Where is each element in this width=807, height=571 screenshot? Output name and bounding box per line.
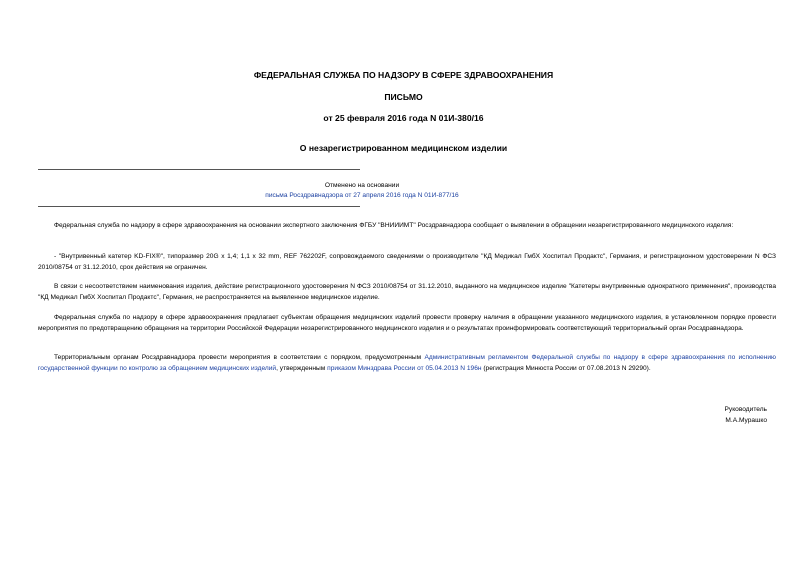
body-paragraph-2: - "Внутривенный катетер KD-FIX®", типоразмер 20G x 1,4; 1,1 x 32 mm, REF 762202F, сопровождаемого сведениями о производителе "КД Медикал ГмбХ Хоспитал Продактс", Германия, и регистрационном удостоверении N ФСЗ 2010/08754 от 31.12.2010, срок действия не ограничен.	[38, 253, 776, 271]
body-paragraph-4: Федеральная служба по надзору в сфере здравоохранения предлагает субъектам обращения медицинских изделий провести проверку наличия в обращении указанного медицинского изделия, в установленном порядке провести мероприятия по предотвращению обращения на территории Российской Федерации незарегистрированного медицинского изделия и о результатах проинформировать соответствующий территориальный орган Росздравнадзора.	[38, 314, 776, 332]
cancellation-note: Отменено на основании	[324, 182, 400, 189]
organization-heading: ФЕДЕРАЛЬНАЯ СЛУЖБА ПО НАДЗОРУ В СФЕРЕ ЗДРАВООХРАНЕНИЯ	[253, 70, 554, 80]
body-paragraph-3: В связи с несоответствием наименования изделия, действие регистрационного удостоверения N ФСЗ 2010/08754 от 31.12.2010, выданного на медицинское изделие "Катетеры внутривенные однократного применения", производства "КД Медикал ГмбХ Хоспитал Продактс", Германия, не распространяется на выявленное медицинское изделие.	[38, 283, 776, 301]
paragraph-5-text-mid: , утвержденным	[276, 365, 328, 372]
signatory-name: М.А.Мурашко	[725, 417, 767, 424]
document-date-number: от 25 февраля 2016 года N 01И-380/16	[323, 113, 484, 123]
admin-regulation-link[interactable]: Административным регламентом Федеральной службы по надзору в сфере здравоохранения по исполнению государственной функции по контролю за обращением медицинских изделий	[38, 354, 776, 372]
ministry-order-link[interactable]: приказом Минздрава России от 05.04.2013 N 196н	[327, 365, 482, 372]
document-subject: О незарегистрированном медицинском изделии	[299, 143, 508, 153]
document-type-heading: ПИСЬМО	[384, 92, 423, 102]
body-paragraph-1: Федеральная служба по надзору в сфере здравоохранения на основании экспертного заключения ФГБУ "ВНИИИМТ" Росздравнадзора сообщает о выявлении в обращении незарегистрированного медицинского изделия:	[54, 222, 734, 229]
signatory-title: Руководитель	[724, 406, 767, 413]
paragraph-5-text-end: (регистрация Минюста России от 07.08.2013 N 29290).	[481, 365, 651, 372]
divider-top	[38, 169, 360, 170]
cancellation-link[interactable]: письма Росздравнадзора от 27 апреля 2016 года N 01И-877/16	[265, 192, 459, 199]
divider-bottom	[38, 206, 360, 207]
body-paragraph-5	[38, 352, 776, 374]
paragraph-5-text-start: Территориальным органам Росздравнадзора провести мероприятия в соответствии с порядком, предусмотренным	[54, 354, 425, 361]
